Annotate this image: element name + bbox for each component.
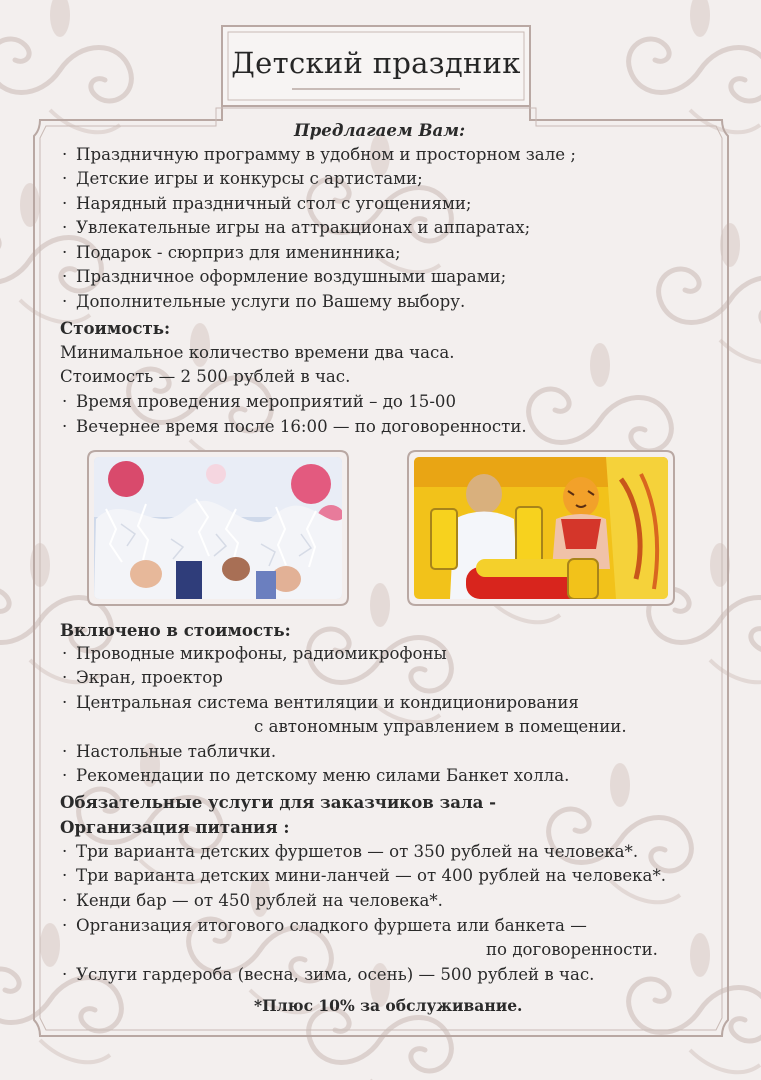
cost-heading: Стоимость: bbox=[60, 318, 171, 338]
offer-item: · Нарядный праздничный стол с угощениями; bbox=[76, 192, 472, 216]
offer-item: · Праздничную программу в удобном и просторном зале ; bbox=[76, 143, 576, 167]
mandatory-item: · Три варианта детских мини-ланчей — от 400 рублей на человека*. bbox=[76, 864, 666, 888]
party-photo-playzone bbox=[406, 449, 676, 607]
mandatory-item-continued: по договоренности. bbox=[486, 940, 658, 959]
included-item: · Настольные таблички. bbox=[76, 740, 276, 764]
offer-item: · Детские игры и конкурсы с артистами; bbox=[76, 167, 423, 191]
included-item: · Проводные микрофоны, радиомикрофоны bbox=[76, 642, 447, 666]
included-heading: Включено в стоимость: bbox=[60, 620, 291, 640]
catering-heading: Организация питания : bbox=[60, 817, 290, 837]
mandatory-item: · Кенди бар — от 450 рублей на человека*. bbox=[76, 889, 443, 913]
included-item-continued: с автономным управлением в помещении. bbox=[254, 717, 627, 736]
offer-item: · Дополнительные услуги по Вашему выбору. bbox=[76, 290, 465, 314]
included-item: · Центральная система вентиляции и кондиционирования bbox=[76, 691, 579, 715]
offer-item: · Праздничное оформление воздушными шарами; bbox=[76, 265, 506, 289]
cost-min-time: Минимальное количество времени два часа. bbox=[60, 343, 455, 362]
offer-item: · Подарок - сюрприз для именинника; bbox=[76, 241, 401, 265]
cost-item: · Время проведения мероприятий – до 15-00 bbox=[76, 390, 456, 414]
mandatory-heading: Обязательные услуги для заказчиков зала - bbox=[60, 792, 497, 812]
included-item: · Экран, проектор bbox=[76, 666, 223, 690]
page-title: Детский праздник bbox=[231, 46, 521, 80]
footnote: *Плюс 10% за обслуживание. bbox=[254, 996, 523, 1015]
mandatory-item: · Три варианта детских фуршетов — от 350 рублей на человека*. bbox=[76, 840, 638, 864]
cost-price: Стоимость — 2 500 рублей в час. bbox=[60, 367, 351, 386]
offer-item: · Увлекательные игры на аттракционах и аппаратах; bbox=[76, 216, 530, 240]
mandatory-item: · Услуги гардероба (весна, зима, осень) — 500 рублей в час. bbox=[76, 963, 594, 987]
included-item: · Рекомендации по детскому меню силами Банкет холла. bbox=[76, 764, 569, 788]
party-photo-streamers bbox=[86, 449, 350, 607]
cost-item: · Вечернее время после 16:00 — по договоренности. bbox=[76, 415, 527, 439]
mandatory-item: · Организация итогового сладкого фуршета или банкета — bbox=[76, 914, 587, 938]
offer-heading: Предлагаем Вам: bbox=[294, 120, 466, 140]
